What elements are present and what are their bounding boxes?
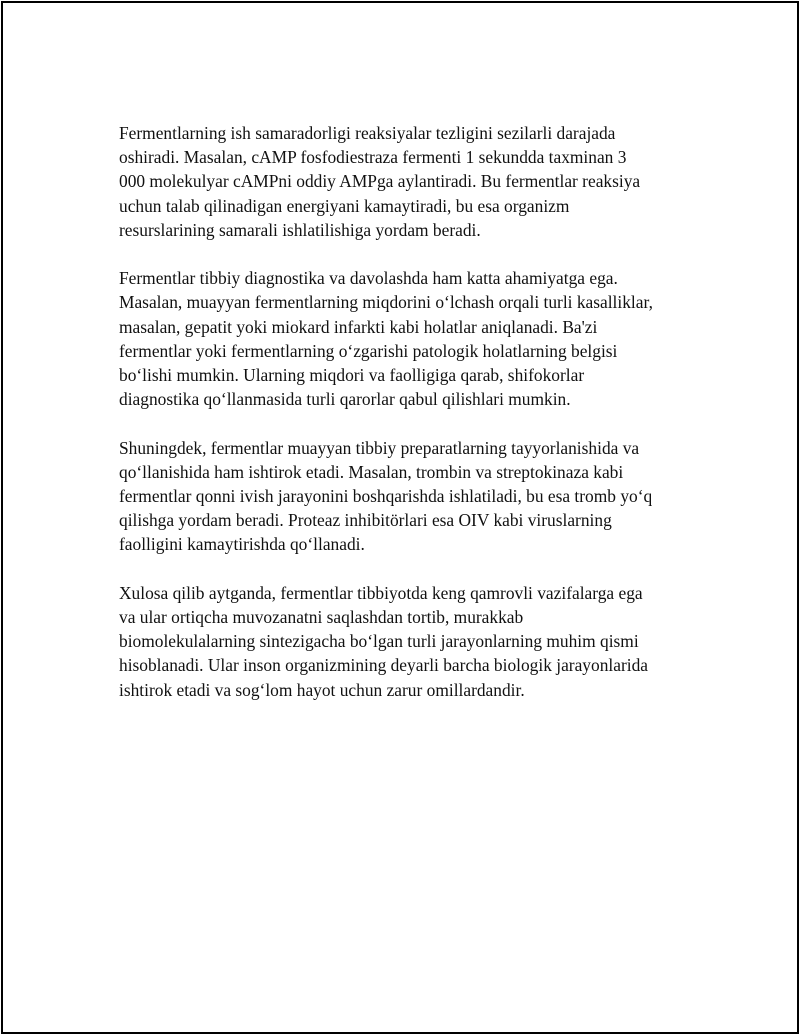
document-body <box>119 121 709 726</box>
text-line: va ular ortiqcha muvozanatni saqlashdan tortib, murakkab <box>119 607 524 628</box>
text-line: qo‘llanishida ham ishtirok etadi. Masalan, trombin va streptokinaza kabi <box>119 461 624 482</box>
text-line: Masalan, muayyan fermentlarning miqdorini o‘lchash orqali turli kasalliklar, <box>119 292 653 313</box>
paragraph-1 <box>119 121 709 242</box>
text-line: fermentlar yoki fermentlarning o‘zgarishi patologik holatlarning belgisi <box>119 340 618 361</box>
text-line: Shuningdek, fermentlar muayyan tibbiy preparatlarning tayyorlanishida va <box>119 437 640 458</box>
paragraph-4 <box>119 581 709 702</box>
text-line: resurslarining samarali ishlatilishiga yordam beradi. <box>119 219 481 240</box>
text-line: ishtirok etadi va sog‘lom hayot uchun zarur omillardandir. <box>119 679 525 700</box>
text-line: bo‘lishi mumkin. Ularning miqdori va faolligiga qarab, shifokorlar <box>119 365 585 386</box>
text-line: Fermentlarning ish samaradorligi reaksiyalar tezligini sezilarli darajada <box>119 123 616 143</box>
text-line: uchun talab qilinadigan energiyani kamaytiradi, bu esa organizm <box>119 195 570 216</box>
text-line: qilishga yordam beradi. Proteaz inhibitörlari esa OIV kabi viruslarning <box>119 510 612 531</box>
text-line: 000 molekulyar cAMPni oddiy AMPga aylantiradi. Bu fermentlar reaksiya <box>119 171 641 192</box>
text-line: oshiradi. Masalan, cAMP fosfodiestraza fermenti 1 sekundda taxminan 3 <box>119 147 627 168</box>
text-line: hisoblanadi. Ular inson organizmining deyarli barcha biologik jarayonlarida <box>119 655 648 676</box>
text-line: fermentlar qonni ivish jarayonini boshqarishda ishlatiladi, bu esa tromb yo‘q <box>119 486 653 507</box>
text-line: Fermentlar tibbiy diagnostika va davolashda ham katta ahamiyatga ega. <box>119 268 618 289</box>
page-frame <box>1 1 799 1034</box>
text-line: Xulosa qilib aytganda, fermentlar tibbiyotda keng qamrovli vazifalarga ega <box>119 582 643 603</box>
paragraph-3 <box>119 436 709 557</box>
text-line: faolligini kamaytirishda qo‘llanadi. <box>119 534 365 555</box>
text-line: biomolekulalarning sintezigacha bo‘lgan turli jarayonlarning muhim qismi <box>119 631 639 652</box>
paragraph-2 <box>119 266 709 411</box>
text-line: diagnostika qo‘llanmasida turli qarorlar qabul qilishlari mumkin. <box>119 389 571 410</box>
text-line: masalan, gepatit yoki miokard infarkti kabi holatlar aniqlanadi. Ba'zi <box>119 316 598 337</box>
